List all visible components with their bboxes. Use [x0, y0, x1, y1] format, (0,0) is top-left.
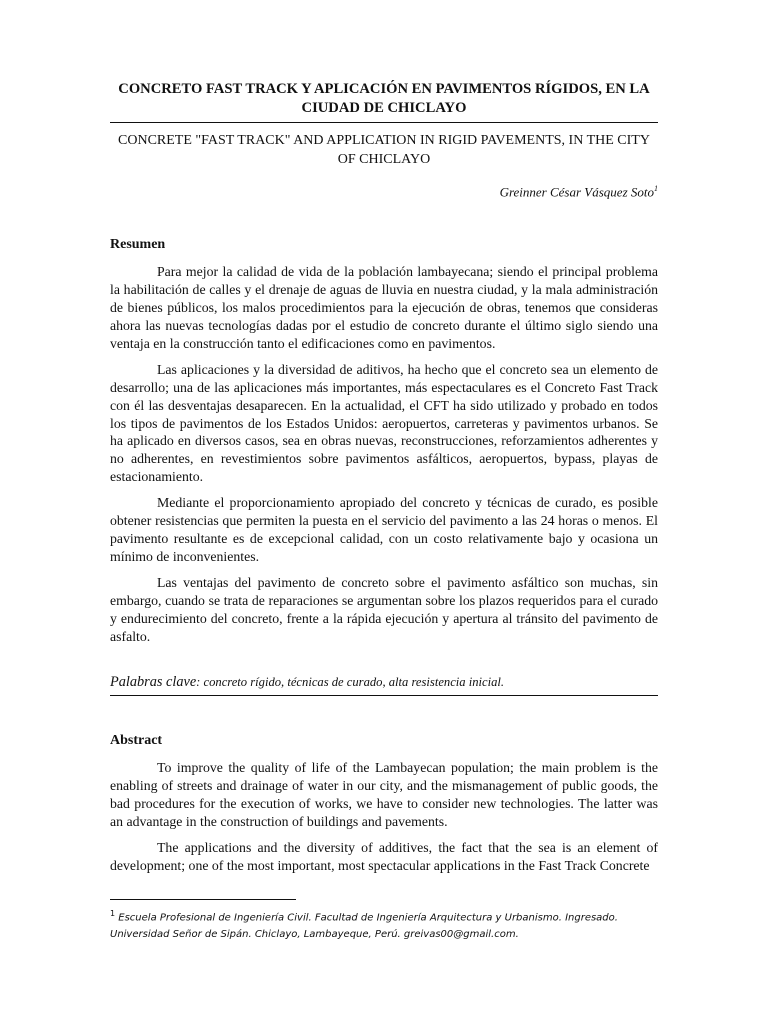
- keywords-divider: [110, 695, 658, 696]
- keywords-text: : concreto rígido, técnicas de curado, alta resistencia inicial.: [196, 675, 505, 690]
- title-spanish-line2: CIUDAD DE CHICLAYO: [301, 100, 467, 116]
- paper-page: [110, 80, 658, 875]
- resumen-paragraph: Para mejor la calidad de vida de la población lambayecana; siendo el principal problema la habilitación de calles y el drenaje de aguas de lluvia en nuestra ciudad, y la mala administración de bienes públicos, los malos procedimientos para la ejecución de obras, tenemos que consideras ahora las nuevas tecnologías dadas por el estudio de concreto durante el último siglo siendo una ventaja en la construcción tanto el edificaciones como en pavimentos.: [110, 264, 658, 351]
- title-spanish-line1: CONCRETO FAST TRACK Y APLICACIÓN EN PAVIMENTOS RÍGIDOS, EN LA: [118, 81, 650, 97]
- abstract-heading: Abstract: [110, 733, 163, 749]
- resumen-paragraph: Las aplicaciones y la diversidad de aditivos, ha hecho que el concreto sea un elemento de desarrollo; una de las aplicaciones más importantes, más espectaculares es el Concreto Fast Track con él las desventajas desaparecen. En la actualidad, el CFT ha sido utilizado y probado en todos los tipos de pavimentos de los Estados Unidos: aeropuertos, carreteras y pavimentos urbanos. Se ha aplicado en diversos casos, sea en obras nuevas, reconstrucciones, reforzamientos adherentes y no adherentes, en revestimientos sobre pavimentos asfálticos, aeropuertos, bypass, playas de estacionamiento.: [110, 361, 658, 485]
- footnote-divider: [110, 899, 296, 900]
- keywords-line: [110, 673, 658, 691]
- abstract-paragraph: To improve the quality of life of the Lambayecan population; the main problem is the enabling of streets and drainage of water in our city, and the mismanagement of public goods, the bad procedures for the execution of works, we have to consider new technologies. The latter was an advantage in the construction of buildings and pavements.: [110, 760, 658, 830]
- abstract-paragraph: The applications and the diversity of additives, the fact that the sea is an element of development; one of the most important, most spectacular applications in the Fast Track Concrete: [110, 840, 658, 873]
- title-spanish: [110, 80, 658, 118]
- title-divider: [110, 122, 658, 123]
- title-english-line2: OF CHICLAYO: [337, 152, 431, 167]
- author-name: Greinner César Vásquez Soto: [499, 184, 654, 200]
- author-line: [110, 181, 658, 200]
- footnote-mark: 1: [110, 909, 116, 918]
- title-english: [110, 131, 658, 169]
- author-footnote-mark: 1: [654, 184, 658, 193]
- footnote-line1: Escuela Profesional de Ingeniería Civil. Facultad de Ingeniería Arquitectura y Urbanismo. Ingresado.: [115, 912, 618, 924]
- title-english-line1: CONCRETE "FAST TRACK" AND APPLICATION IN RIGID PAVEMENTS, IN THE CITY: [118, 133, 650, 148]
- keywords-label: Palabras clave: [110, 674, 197, 691]
- resumen-paragraph: Las ventajas del pavimento de concreto sobre el pavimento asfáltico son muchas, sin embargo, cuando se trata de reparaciones se argumentan sobre los plazos requeridos para el curado y endurecimiento del concreto, frente a la rápida ejecución y apertura al tránsito del pavimento de asfalto.: [110, 574, 658, 644]
- resumen-heading: Resumen: [110, 237, 166, 253]
- resumen-paragraph: Mediante el proporcionamiento apropiado del concreto y técnicas de curado, es posible obtener resistencias que permiten la puesta en el servicio del pavimento a las 24 horas o menos. El pavimento resultante es de excepcional calidad, con un costo relativamente bajo y ocasiona un mínimo de inconvenientes.: [110, 495, 658, 564]
- footnote: [110, 905, 670, 943]
- footnote-line2: Universidad Señor de Sipán. Chiclayo, Lambayeque, Perú. greivas00@gmail.com.: [110, 929, 519, 941]
